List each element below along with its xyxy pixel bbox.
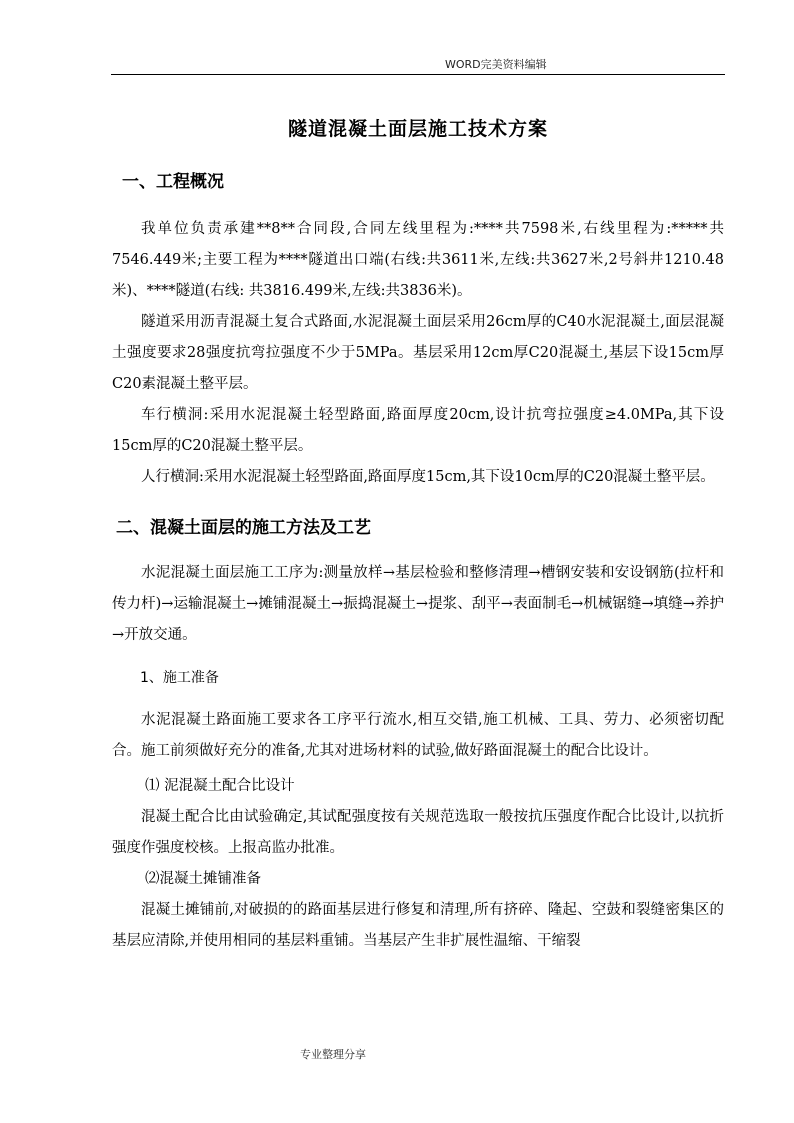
page-footer-text: 专业整理分享 [300,1048,366,1061]
section-heading-methods: 二、混凝土面层的施工方法及工艺 [116,518,371,538]
overview-paragraph-4: 人行横洞:采用水泥混凝土轻型路面,路面厚度15cm,其下设10cm厚的C20混凝土整平层。 [141,469,715,485]
document-body [112,110,724,957]
subsection-heading-preparation: 1、施工准备 [140,670,219,686]
methods-paragraph-1: 水泥混凝土面层施工工序为:测量放样→基层检验和整修清理→槽钢安装和安设钢筋(拉杆和传力杆)→运输混凝土→摊铺混凝土→振捣混凝土→提浆、刮平→表面制毛→机械锯缝→填缝→养护→开放交通。 [112,565,724,643]
page-header-text: WORD完美资料编辑 [445,58,547,71]
overview-paragraph-3: 车行横洞:采用水泥混凝土轻型路面,路面厚度20cm,设计抗弯拉强度≥4.0MPa,其下设15cm厚的C20混凝土整平层。 [112,407,724,454]
mix-design-paragraph: 混凝土配合比由试验确定,其试配强度按有关规范选取一般按抗压强度作配合比设计,以抗折强度作强度校核。上报高监办批准。 [112,809,724,856]
item-heading-paving-prep: ⑵混凝土摊铺准备 [145,871,261,887]
header-divider [111,74,725,75]
document-title: 隧道混凝土面层施工技术方案 [287,118,548,140]
preparation-paragraph: 水泥混凝土路面施工要求各工序平行流水,相互交错,施工机械、工具、劳力、必须密切配合。施工前须做好充分的准备,尤其对进场材料的试验,做好路面混凝土的配合比设计。 [112,712,724,759]
paving-prep-paragraph: 混凝土摊铺前,对破损的的路面基层进行修复和清理,所有挤碎、隆起、空鼓和裂缝密集区的基层应清除,并使用相同的基层料重铺。当基层产生非扩展性温缩、干缩裂 [112,902,724,949]
overview-paragraph-2: 隧道采用沥青混凝土复合式路面,水泥混凝土面层采用26cm厚的C40水泥混凝土,面层混凝土强度要求28强度抗弯拉强度不少于5MPa。基层采用12cm厚C20混凝土,基层下设15cm厚C20素混凝土整平层。 [112,314,724,392]
section-heading-overview: 一、工程概况 [122,172,224,192]
item-heading-mix-design: ⑴ 泥混凝土配合比设计 [145,778,295,794]
overview-paragraph-1: 我单位负责承建**8**合同段,合同左线里程为:****共7598米,右线里程为:*****共7546.449米;主要工程为****隧道出口端(右线:共3611米,左线:共3627米,2号斜井1210.48米)、****隧道(右线: 共3816.499米,左线:共3836米)。 [112,221,724,299]
